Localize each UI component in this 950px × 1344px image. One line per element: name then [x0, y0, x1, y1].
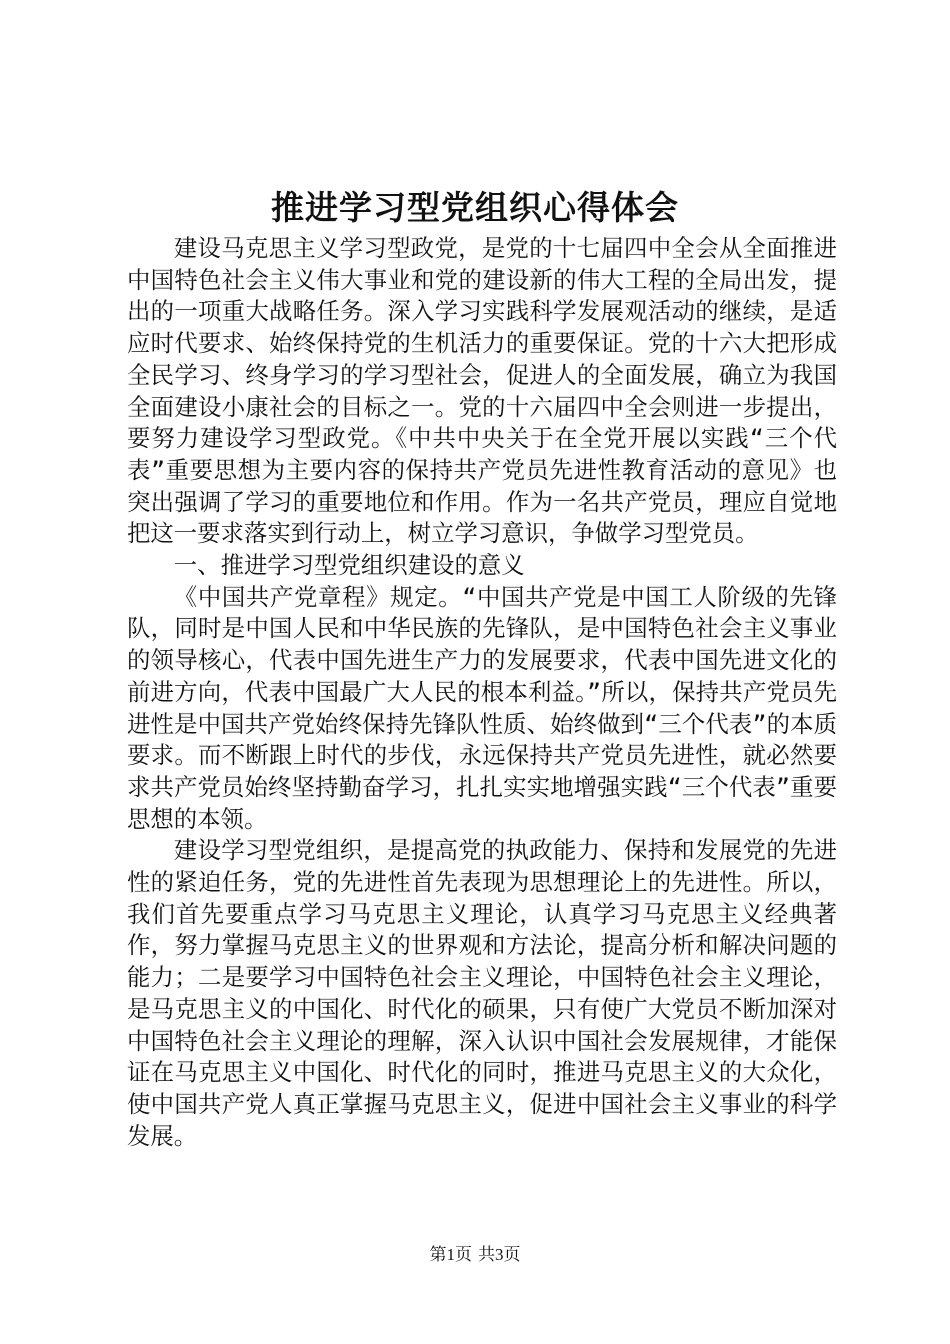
paragraph-learning-organization: 建设学习型党组织，是提高党的执政能力、保持和发展党的先进性的紧迫任务，党的先进性首先表现为思想理论上的先进性。所以，我们首先要重点学习马克思主义理论，认真学习马克思主义经典著作，努力掌握马克思主义的世界观和方法论，提高分析和解决问题的能力；二是要学习中国特色社会主义理论，中国特色社会主义理论，是马克思主义的中国化、时代化的硕果，只有使广大党员不断加深对中国特色社会主义理论的理解，深入认识中国社会发展规律，才能保证在马克思主义中国化、时代化的同时，推进马克思主义的大众化，使中国共产党人真正掌握马克思主义，促进中国社会主义事业的科学发展。: [127, 836, 837, 1150]
page-footer: [0, 1243, 950, 1267]
document-title: 推进学习型党组织心得体会: [271, 188, 679, 227]
page-number: 第1页: [429, 1245, 472, 1264]
page-total: 共3页: [478, 1245, 521, 1264]
section-heading-1: 一、推进学习型党组织建设的意义: [173, 551, 525, 580]
paragraph-party-constitution: 《中国共产党章程》规定。“中国共产党是中国工人阶级的先锋队，同时是中国人民和中华民族的先锋队，是中国特色社会主义事业的领导核心，代表中国先进生产力的发展要求，代表中国先进文化的前进方向，代表中国最广大人民的根本利益。”所以，保持共产党员先进性是中国共产党始终保持先锋队性质、始终做到“三个代表”的本质要求。而不断跟上时代的步伐，永远保持共产党员先进性，就必然要求共产党员始终坚持勤奋学习，扎扎实实地增强实践“三个代表”重要思想的本领。: [127, 582, 837, 833]
paragraph-intro: 建设马克思主义学习型政党，是党的十七届四中全会从全面推进中国特色社会主义伟大事业和党的建设新的伟大工程的全局出发，提出的一项重大战略任务。深入学习实践科学发展观活动的继续，是适应时代要求、始终保持党的生机活力的重要保证。党的十六大把形成全民学习、终身学习的学习型社会，促进人的全面发展，确立为我国全面建设小康社会的目标之一。党的十六届四中全会则进一步提出，要努力建设学习型政党。《中共中央关于在全党开展以实践“三个代表”重要思想为主要内容的保持共产党员先进性教育活动的意见》也突出强调了学习的重要地位和作用。作为一名共产党员，理应自觉地把这一要求落实到行动上，树立学习意识，争做学习型党员。: [127, 234, 837, 548]
document-body: [127, 233, 837, 1152]
